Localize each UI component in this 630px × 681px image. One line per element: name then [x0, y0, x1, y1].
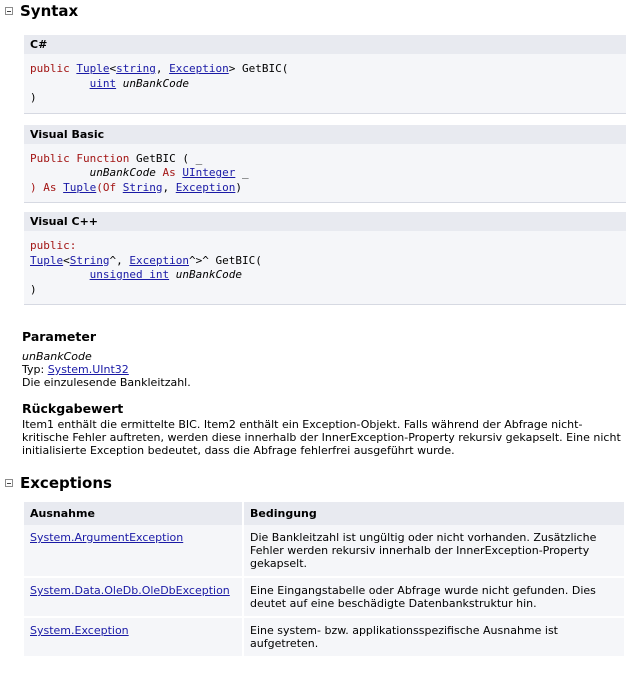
type-link-uint[interactable]: uint	[89, 76, 117, 90]
punct: )	[30, 282, 37, 296]
returns-heading: Rückgabewert	[22, 401, 124, 416]
code-language-label: Visual Basic	[24, 125, 626, 144]
condition-cell: Eine system- bzw. applikationsspezifische Ausnahme ist aufgetreten.	[243, 617, 625, 657]
collapse-icon[interactable]	[5, 479, 13, 487]
syntax-header[interactable]	[0, 1, 630, 23]
collapse-icon[interactable]	[5, 7, 13, 15]
type-link-string[interactable]: String	[122, 180, 163, 194]
exception-link[interactable]: System.Exception	[30, 624, 129, 637]
code-language-label: Visual C++	[24, 212, 626, 231]
method-name: ^>^ GetBIC(	[188, 253, 262, 267]
type-link-string[interactable]: string	[116, 62, 156, 75]
keyword: As	[162, 166, 176, 179]
method-name: > GetBIC(	[228, 62, 289, 75]
type-link-exception[interactable]: Exception	[175, 180, 236, 194]
code-snippet	[24, 231, 626, 305]
type-link-tuple[interactable]: Tuple	[76, 62, 110, 75]
param-name: unBankCode	[122, 76, 189, 90]
type-link-tuple[interactable]: Tuple	[63, 180, 97, 194]
keyword: public	[30, 62, 70, 75]
punct: ^,	[109, 253, 130, 267]
code-block-cpp	[24, 212, 626, 305]
keyword: Public Function	[30, 151, 130, 165]
punct: ,	[162, 180, 176, 194]
punct: ,	[155, 62, 170, 75]
punct: _	[235, 166, 249, 179]
exception-cell	[24, 577, 243, 617]
code-block-csharp	[24, 35, 626, 114]
code-language-label: C#	[24, 35, 626, 54]
column-header-exception: Ausnahme	[24, 502, 243, 525]
table-row	[24, 577, 625, 617]
param-name: unBankCode	[89, 166, 156, 179]
code-snippet	[24, 54, 626, 114]
type-link-uinteger[interactable]: UInteger	[182, 166, 236, 179]
exceptions-header[interactable]	[0, 473, 630, 495]
parameter-section	[0, 329, 630, 389]
section-title: Syntax	[20, 2, 79, 20]
parameter-heading: Parameter	[22, 329, 96, 344]
table-row	[24, 617, 625, 657]
exception-cell	[24, 617, 243, 657]
keyword: (Of	[96, 180, 123, 194]
keyword: ) As	[30, 180, 64, 194]
returns-section	[0, 401, 630, 457]
type-link-unsigned-int[interactable]: unsigned int	[89, 268, 170, 281]
punct: )	[30, 91, 37, 104]
parameter-type-line	[22, 363, 630, 376]
parameter-type-prefix: Typ:	[22, 363, 48, 376]
punct: )	[235, 180, 242, 194]
type-link-string[interactable]: String	[69, 253, 110, 267]
type-link-exception[interactable]: Exception	[129, 253, 189, 267]
column-header-condition: Bedingung	[243, 502, 625, 525]
condition-cell: Eine Eingangstabelle oder Abfrage wurde nicht gefunden. Dies deutet auf eine beschädigte Datenbankstruktur hin.	[243, 577, 625, 617]
keyword: public:	[30, 239, 77, 252]
section-title: Exceptions	[20, 474, 112, 492]
param-name: unBankCode	[175, 268, 242, 281]
type-link-exception[interactable]: Exception	[169, 62, 229, 75]
punct: <	[63, 253, 70, 267]
table-header-row	[24, 502, 625, 525]
exceptions-table	[24, 502, 626, 658]
parameter-type-link[interactable]: System.UInt32	[47, 363, 129, 376]
table-row	[24, 525, 625, 577]
code-snippet	[24, 144, 626, 204]
exception-link[interactable]: System.ArgumentException	[30, 531, 184, 544]
method-name: GetBIC ( _	[129, 151, 203, 165]
syntax-section	[0, 0, 630, 305]
parameter-body	[22, 350, 630, 389]
returns-text: Item1 enthält die ermittelte BIC. Item2 enthält ein Exception-Objekt. Falls während der Abfrage nicht-kritische Fehler auftreten, werden diese innerhalb der InnerException-Property rekursiv gekapselt. Eine nicht initialisierte Exception bedeutet, dass die Abfrage fehlerfrei ausgeführt wurde.	[22, 418, 621, 457]
parameter-name: unBankCode	[22, 350, 92, 363]
condition-cell: Die Bankleitzahl ist ungültig oder nicht vorhanden. Zusätzliche Fehler werden rekursiv innerhalb der InnerException-Property gekapselt.	[243, 525, 625, 577]
type-link-tuple[interactable]: Tuple	[30, 253, 64, 267]
exception-link[interactable]: System.Data.OleDb.OleDbException	[30, 584, 230, 597]
code-block-vb	[24, 125, 626, 204]
punct: <	[109, 62, 117, 75]
exceptions-section	[0, 473, 630, 658]
parameter-description: Die einzulesende Bankleitzahl.	[22, 376, 191, 389]
exception-cell	[24, 525, 243, 577]
